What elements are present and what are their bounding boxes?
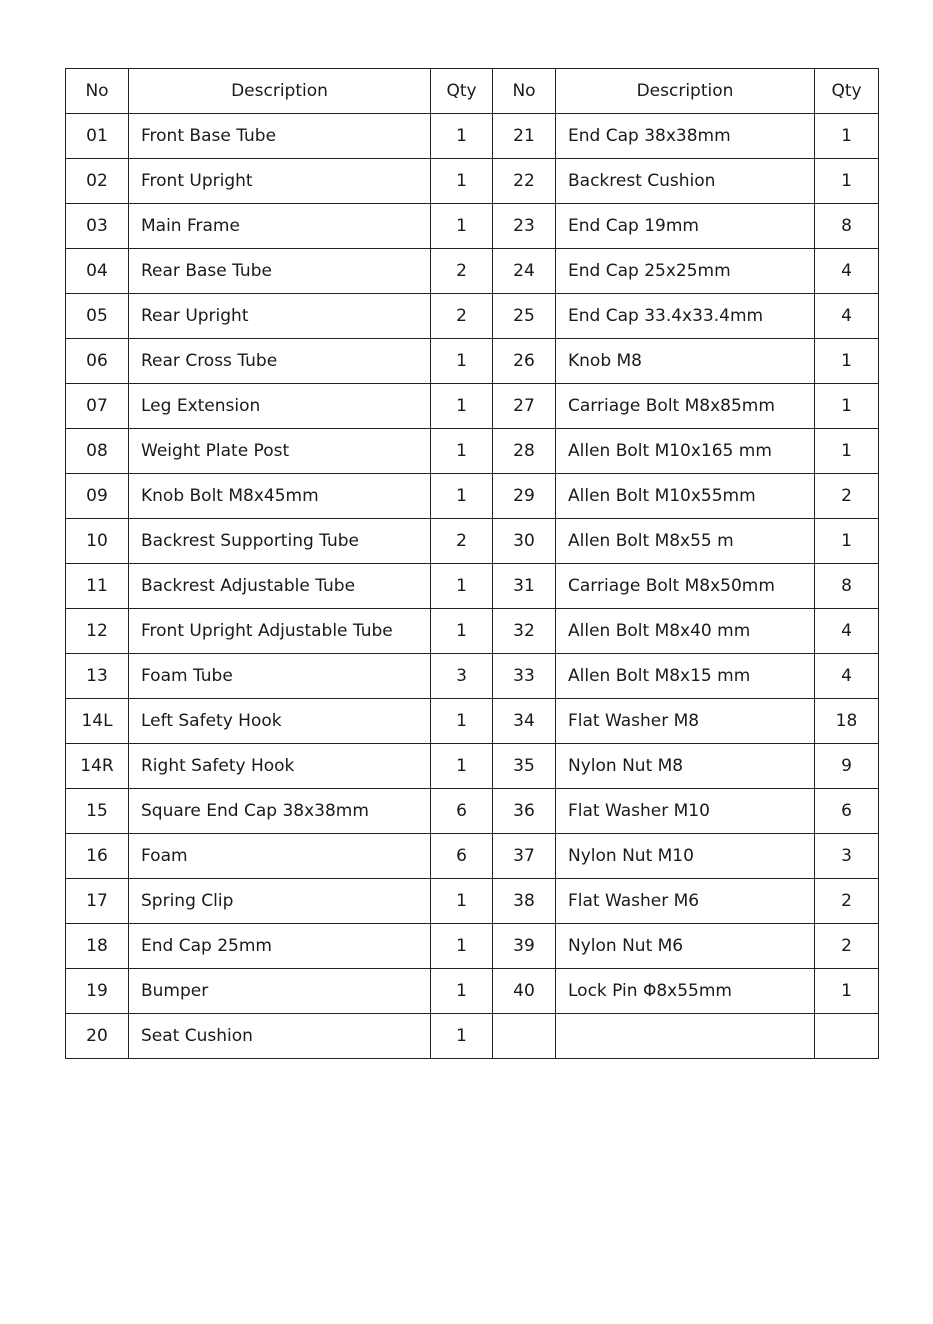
part-description-cell: Flat Washer M6 (556, 879, 815, 924)
part-description-cell: Foam (129, 834, 431, 879)
part-quantity-cell: 6 (431, 789, 493, 834)
part-description-cell: Nylon Nut M8 (556, 744, 815, 789)
part-number-cell: 04 (66, 249, 129, 294)
part-description-cell: Allen Bolt M8x55 m (556, 519, 815, 564)
part-description-cell: Nylon Nut M6 (556, 924, 815, 969)
part-description-cell: Flat Washer M10 (556, 789, 815, 834)
part-number-cell: 06 (66, 339, 129, 384)
part-quantity-cell: 4 (815, 249, 879, 294)
part-number-cell: 05 (66, 294, 129, 339)
table-row (66, 519, 879, 564)
part-quantity-cell: 1 (431, 384, 493, 429)
part-number-cell: 35 (493, 744, 556, 789)
part-quantity-cell: 4 (815, 609, 879, 654)
part-quantity-cell: 1 (431, 969, 493, 1014)
part-quantity-cell: 6 (431, 834, 493, 879)
part-quantity-cell: 2 (431, 294, 493, 339)
part-number-cell: 08 (66, 429, 129, 474)
part-quantity-cell: 2 (815, 474, 879, 519)
part-quantity-cell: 1 (815, 159, 879, 204)
part-description-cell: Flat Washer M8 (556, 699, 815, 744)
part-quantity-cell: 8 (815, 564, 879, 609)
part-description-cell: Square End Cap 38x38mm (129, 789, 431, 834)
part-quantity-cell: 1 (431, 699, 493, 744)
part-number-cell: 26 (493, 339, 556, 384)
part-description-cell: End Cap 38x38mm (556, 114, 815, 159)
part-description-cell: End Cap 19mm (556, 204, 815, 249)
part-quantity-cell: 1 (431, 159, 493, 204)
part-quantity-cell: 2 (815, 879, 879, 924)
part-number-cell: 28 (493, 429, 556, 474)
part-number-cell: 40 (493, 969, 556, 1014)
part-number-cell: 38 (493, 879, 556, 924)
part-number-cell: 13 (66, 654, 129, 699)
table-row (66, 924, 879, 969)
part-number-cell: 32 (493, 609, 556, 654)
part-number-cell: 10 (66, 519, 129, 564)
part-number-cell: 03 (66, 204, 129, 249)
part-description-cell: Bumper (129, 969, 431, 1014)
part-description-cell: Front Upright Adjustable Tube (129, 609, 431, 654)
part-description-cell: Rear Cross Tube (129, 339, 431, 384)
part-description-cell (556, 1014, 815, 1059)
part-number-cell: 21 (493, 114, 556, 159)
table-row (66, 114, 879, 159)
part-number-cell: 37 (493, 834, 556, 879)
part-quantity-cell: 1 (431, 879, 493, 924)
part-description-cell: Rear Base Tube (129, 249, 431, 294)
part-description-cell: Carriage Bolt M8x50mm (556, 564, 815, 609)
table-row (66, 1014, 879, 1059)
part-number-cell: 39 (493, 924, 556, 969)
part-quantity-cell: 2 (431, 519, 493, 564)
part-number-cell (493, 1014, 556, 1059)
part-quantity-cell: 4 (815, 294, 879, 339)
part-description-cell: Carriage Bolt M8x85mm (556, 384, 815, 429)
part-number-cell: 07 (66, 384, 129, 429)
part-quantity-cell: 1 (431, 474, 493, 519)
part-quantity-cell: 1 (431, 609, 493, 654)
part-number-cell: 33 (493, 654, 556, 699)
part-number-cell: 36 (493, 789, 556, 834)
part-number-cell: 15 (66, 789, 129, 834)
part-number-cell: 14L (66, 699, 129, 744)
part-number-cell: 19 (66, 969, 129, 1014)
part-description-cell: End Cap 33.4x33.4mm (556, 294, 815, 339)
part-number-cell: 09 (66, 474, 129, 519)
part-number-cell: 22 (493, 159, 556, 204)
part-description-cell: Knob M8 (556, 339, 815, 384)
part-quantity-cell: 3 (815, 834, 879, 879)
part-quantity-cell: 1 (815, 429, 879, 474)
part-quantity-cell: 1 (431, 339, 493, 384)
part-description-cell: Allen Bolt M8x15 mm (556, 654, 815, 699)
part-quantity-cell: 4 (815, 654, 879, 699)
part-description-cell: Lock Pin Φ8x55mm (556, 969, 815, 1014)
part-quantity-cell: 1 (815, 519, 879, 564)
part-quantity-cell: 1 (431, 744, 493, 789)
header-qty-left: Qty (431, 69, 493, 114)
table-row (66, 384, 879, 429)
part-number-cell: 27 (493, 384, 556, 429)
table-row (66, 879, 879, 924)
part-number-cell: 23 (493, 204, 556, 249)
part-number-cell: 14R (66, 744, 129, 789)
table-row (66, 294, 879, 339)
part-description-cell: End Cap 25x25mm (556, 249, 815, 294)
part-number-cell: 17 (66, 879, 129, 924)
part-description-cell: Foam Tube (129, 654, 431, 699)
part-quantity-cell: 3 (431, 654, 493, 699)
part-description-cell: Main Frame (129, 204, 431, 249)
part-description-cell: End Cap 25mm (129, 924, 431, 969)
table-row (66, 339, 879, 384)
table-row (66, 744, 879, 789)
part-quantity-cell: 9 (815, 744, 879, 789)
part-description-cell: Allen Bolt M10x55mm (556, 474, 815, 519)
part-description-cell: Front Base Tube (129, 114, 431, 159)
part-quantity-cell: 1 (431, 1014, 493, 1059)
part-quantity-cell: 1 (815, 114, 879, 159)
table-row (66, 654, 879, 699)
part-description-cell: Knob Bolt M8x45mm (129, 474, 431, 519)
part-number-cell: 12 (66, 609, 129, 654)
parts-list-table (65, 68, 879, 1059)
part-description-cell: Weight Plate Post (129, 429, 431, 474)
part-description-cell: Left Safety Hook (129, 699, 431, 744)
part-number-cell: 30 (493, 519, 556, 564)
part-quantity-cell: 1 (431, 114, 493, 159)
parts-table-body (66, 114, 879, 1059)
part-description-cell: Front Upright (129, 159, 431, 204)
part-quantity-cell: 1 (815, 969, 879, 1014)
part-description-cell: Backrest Supporting Tube (129, 519, 431, 564)
part-description-cell: Nylon Nut M10 (556, 834, 815, 879)
table-row (66, 564, 879, 609)
part-description-cell: Right Safety Hook (129, 744, 431, 789)
part-number-cell: 25 (493, 294, 556, 339)
part-number-cell: 20 (66, 1014, 129, 1059)
part-quantity-cell: 2 (815, 924, 879, 969)
header-no-left: No (66, 69, 129, 114)
part-quantity-cell: 1 (431, 564, 493, 609)
table-row (66, 474, 879, 519)
part-description-cell: Leg Extension (129, 384, 431, 429)
header-description-left: Description (129, 69, 431, 114)
part-description-cell: Allen Bolt M10x165 mm (556, 429, 815, 474)
table-row (66, 204, 879, 249)
table-row (66, 969, 879, 1014)
part-number-cell: 24 (493, 249, 556, 294)
header-no-right: No (493, 69, 556, 114)
table-row (66, 699, 879, 744)
part-description-cell: Backrest Adjustable Tube (129, 564, 431, 609)
part-quantity-cell: 1 (815, 339, 879, 384)
part-number-cell: 11 (66, 564, 129, 609)
table-row (66, 249, 879, 294)
part-quantity-cell: 1 (815, 384, 879, 429)
part-number-cell: 31 (493, 564, 556, 609)
part-quantity-cell (815, 1014, 879, 1059)
part-number-cell: 01 (66, 114, 129, 159)
part-number-cell: 34 (493, 699, 556, 744)
part-quantity-cell: 8 (815, 204, 879, 249)
part-quantity-cell: 1 (431, 204, 493, 249)
part-quantity-cell: 1 (431, 924, 493, 969)
part-description-cell: Backrest Cushion (556, 159, 815, 204)
part-quantity-cell: 2 (431, 249, 493, 294)
table-row (66, 159, 879, 204)
part-description-cell: Rear Upright (129, 294, 431, 339)
part-quantity-cell: 1 (431, 429, 493, 474)
table-header-row (66, 69, 879, 114)
part-number-cell: 29 (493, 474, 556, 519)
part-number-cell: 18 (66, 924, 129, 969)
part-quantity-cell: 6 (815, 789, 879, 834)
part-description-cell: Seat Cushion (129, 1014, 431, 1059)
header-description-right: Description (556, 69, 815, 114)
table-row (66, 609, 879, 654)
part-number-cell: 02 (66, 159, 129, 204)
table-row (66, 834, 879, 879)
part-number-cell: 16 (66, 834, 129, 879)
part-quantity-cell: 18 (815, 699, 879, 744)
header-qty-right: Qty (815, 69, 879, 114)
part-description-cell: Allen Bolt M8x40 mm (556, 609, 815, 654)
table-row (66, 789, 879, 834)
table-row (66, 429, 879, 474)
part-description-cell: Spring Clip (129, 879, 431, 924)
